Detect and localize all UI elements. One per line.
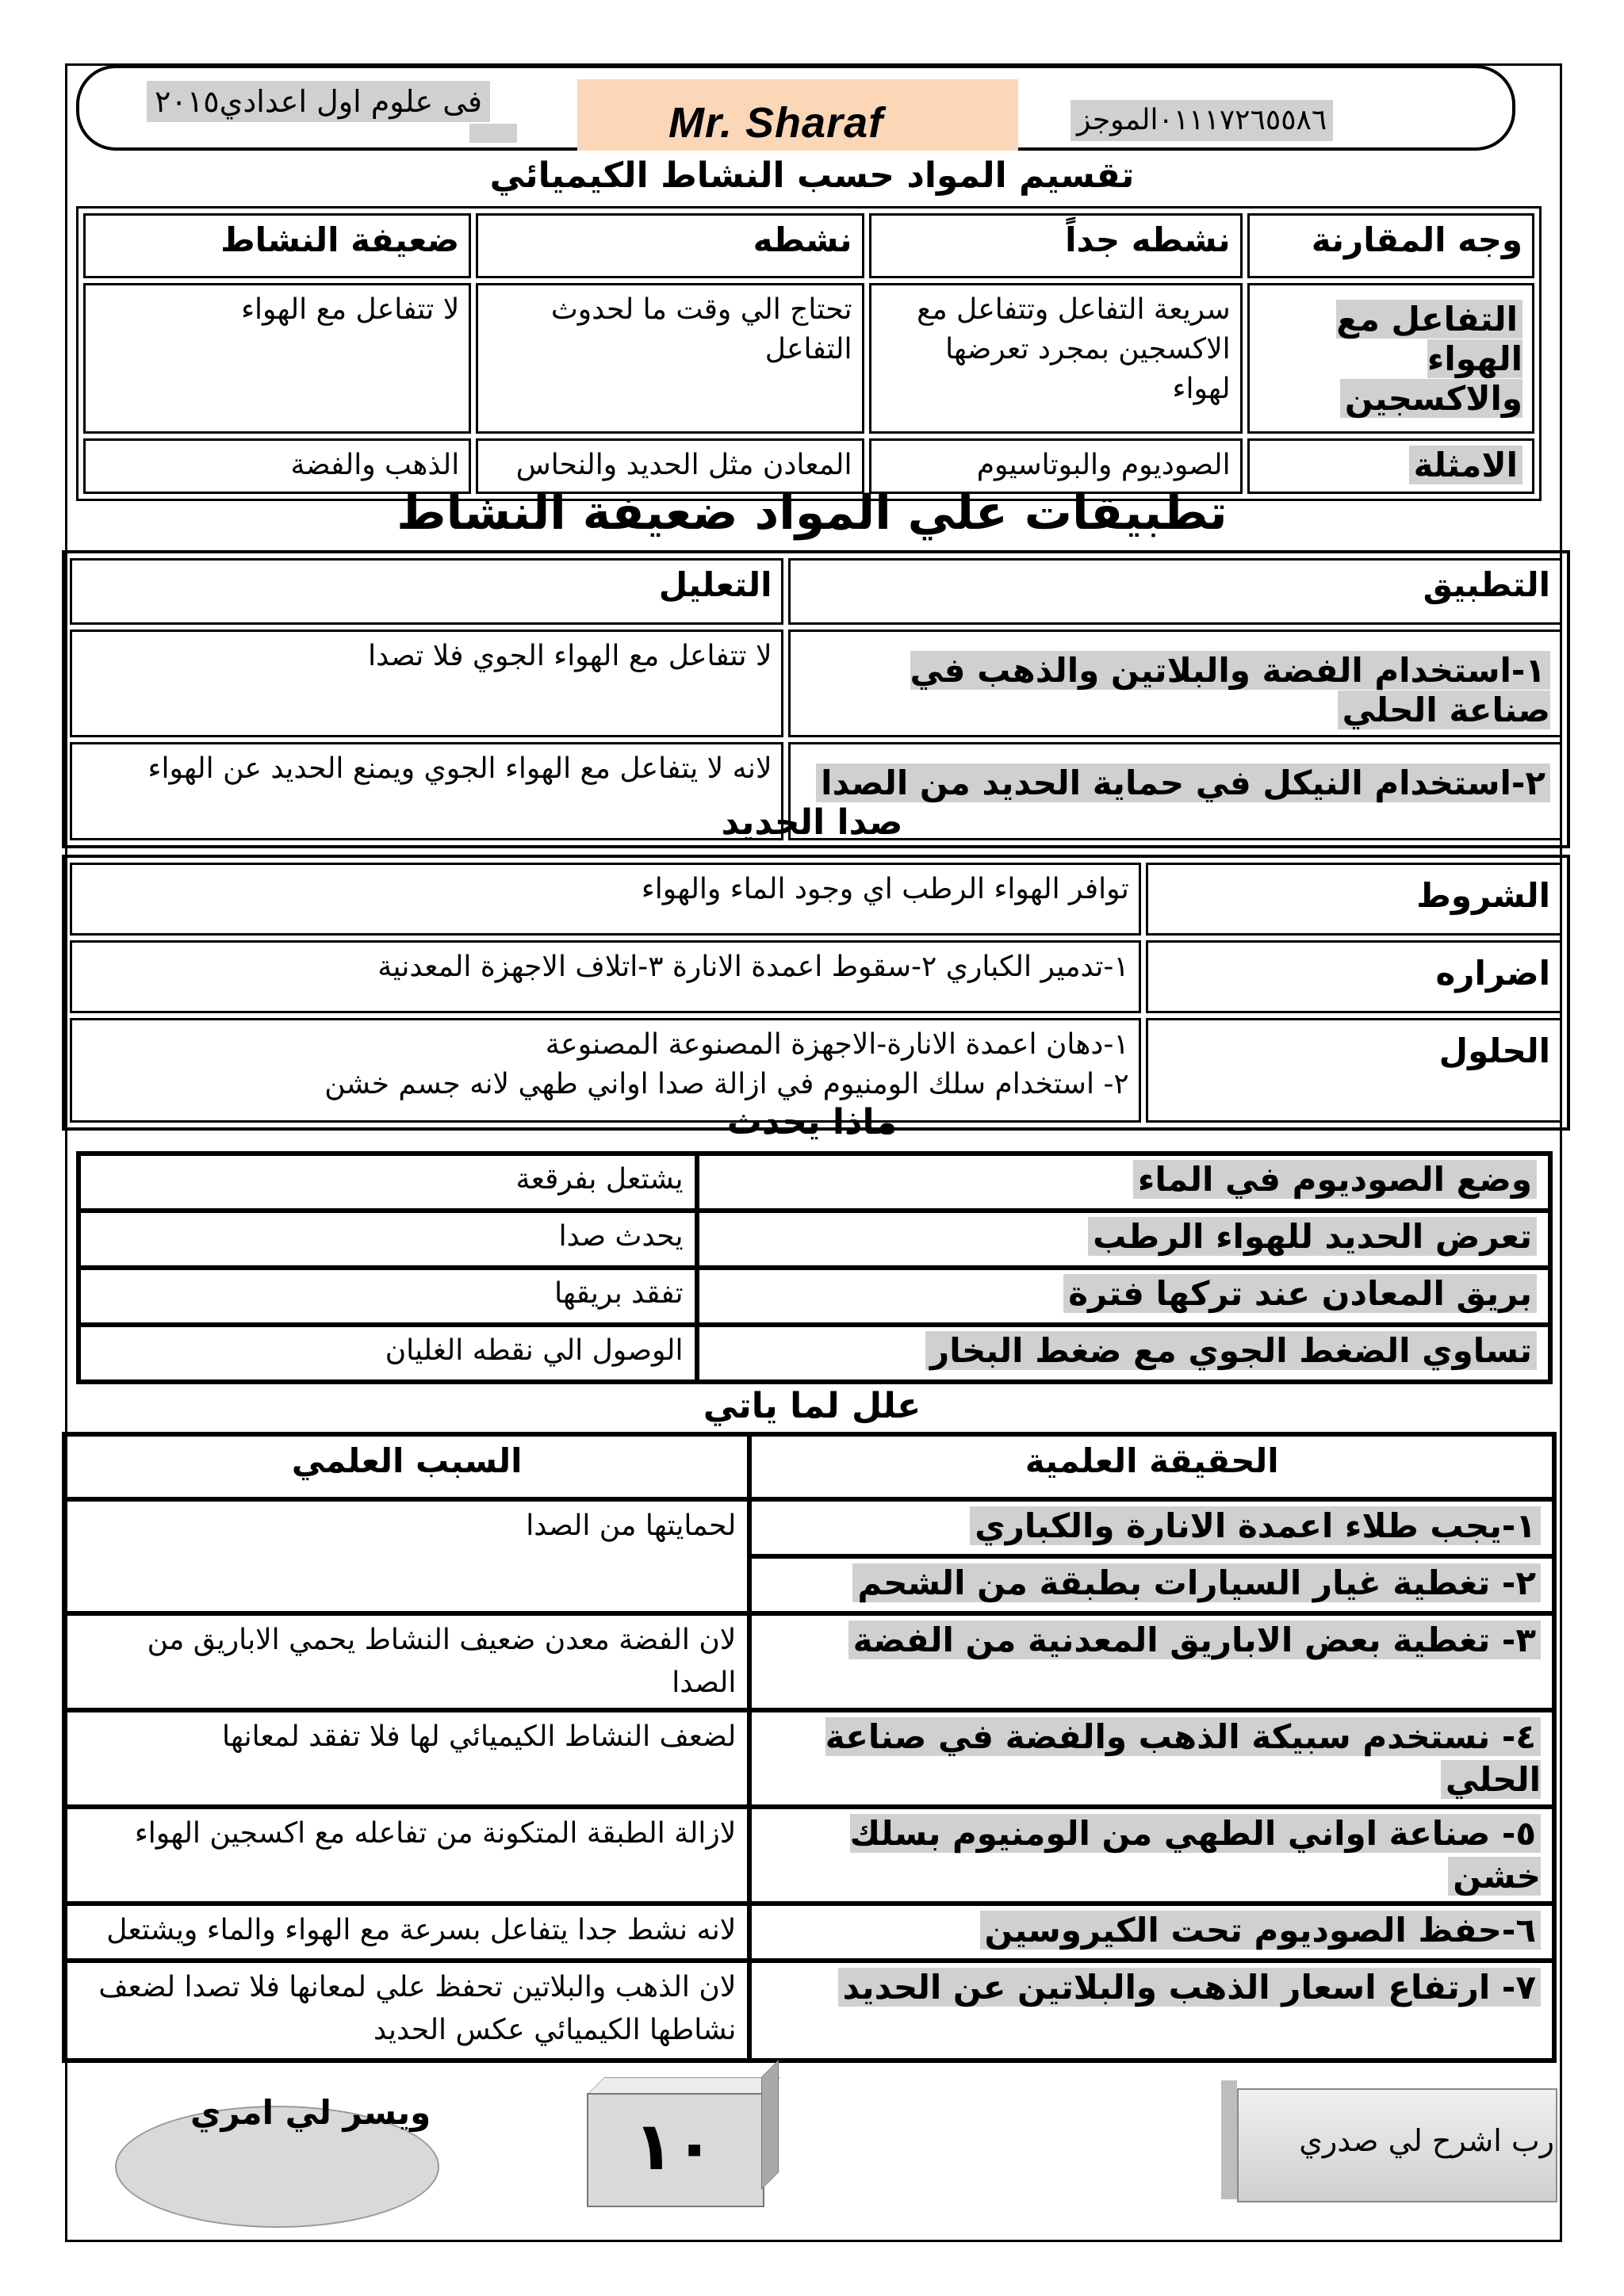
table-row <box>64 1904 1554 1961</box>
table-cell: ٢- تغطية غيار السيارات بطبقة من الشحم <box>749 1556 1554 1613</box>
section3-title: صدا الحديد <box>721 802 903 843</box>
table-cell: ٢-استخدام النيكل في حماية الحديد من الصدا <box>788 742 1562 840</box>
section2-title: تطبيقات علي المواد ضعيفة النشاط <box>396 485 1228 541</box>
table-cell: ٥- صناعة اواني الطهي من الومنيوم بسلك خشن <box>749 1807 1554 1904</box>
table-cell: لحمايتها من الصدا <box>64 1499 749 1613</box>
header-cell: التعليل <box>70 558 783 625</box>
table-cell: تعرض الحديد للهواء الرطب <box>697 1211 1550 1268</box>
solution-line: ١-دهان اعمدة الانارة-الاجهزة المصنوعة المصنوعة <box>545 1028 1129 1061</box>
table-cell: يحدث صدا <box>79 1211 697 1268</box>
section5-title: علل لما ياتي <box>703 1386 921 1426</box>
page-number-cube <box>587 2077 777 2204</box>
header-subject-highlight <box>469 124 517 143</box>
header-subject: فى علوم اول اعدادي٢٠١٥ <box>147 81 490 122</box>
table-header-row <box>83 213 1534 278</box>
author-name: Mr. Sharaf <box>668 99 884 147</box>
table-cell: الوصول الي نقطه الغليان <box>79 1325 697 1382</box>
table-cell: سريعة التفاعل وتتفاعل مع الاكسجين بمجرد تعرضها لهواء <box>869 283 1243 434</box>
table-row <box>64 1807 1554 1904</box>
table-cell: ٦-حفظ الصوديوم تحت الكيروسين <box>749 1904 1554 1961</box>
header-phone: ٠١١١٧٢٦٥٥٨٦الموجز <box>1071 100 1333 141</box>
what-happens-table <box>76 1151 1553 1384</box>
table-cell: لانه لا يتفاعل مع الهواء الجوي ويمنع الحديد عن الهواء <box>70 742 783 840</box>
table-cell: المعادن مثل الحديد والنحاس <box>476 438 864 494</box>
footer-prayer-text: رب اشرح لي صدري <box>1299 2123 1554 2158</box>
table-row <box>64 1710 1554 1807</box>
table-row <box>79 1325 1550 1382</box>
header-cell: وجه المقارنة <box>1247 213 1534 278</box>
row-label: التفاعل مع الهواء والاكسجين <box>1247 283 1534 434</box>
table-header-row <box>64 1434 1554 1499</box>
footer-prayer-box <box>1221 2080 1554 2199</box>
table-cell: ٣- تغطية بعض الاباريق المعدنية من الفضة <box>749 1613 1554 1710</box>
section1-title: تقسيم المواد حسب النشاط الكيميائي <box>489 155 1135 196</box>
table-cell: يشتعل بفرقعة <box>79 1154 697 1211</box>
header-cell: السبب العلمي <box>64 1434 749 1499</box>
table-row <box>64 1961 1554 2061</box>
table-cell: تفقد بريقها <box>79 1268 697 1325</box>
table-cell: ٤- نستخدم سبيكة الذهب والفضة في صناعة الحلي <box>749 1710 1554 1807</box>
table-cell: ١-تدمير الكباري ٢-سقوط اعمدة الانارة ٣-اتلاف الاجهزة المعدنية <box>70 940 1141 1013</box>
table-cell: الصوديوم والبوتاسيوم <box>869 438 1243 494</box>
table-row <box>79 1211 1550 1268</box>
table-row <box>64 1499 1554 1556</box>
table-cell: لا تتفاعل مع الهواء <box>83 283 471 434</box>
table-cell: توافر الهواء الرطب اي وجود الماء والهواء <box>70 863 1141 936</box>
table-cell: لان الفضة معدن ضعيف النشاط يحمي الاباريق من الصدا <box>64 1613 749 1710</box>
table-cell: بريق المعادن عند تركها فترة <box>697 1268 1550 1325</box>
table-row <box>70 940 1562 1013</box>
row-label: الحلول <box>1146 1018 1562 1123</box>
row-label: الامثلة <box>1247 438 1534 494</box>
row-label: اضراره <box>1146 940 1562 1013</box>
iron-rust-table <box>62 855 1570 1131</box>
table-row <box>79 1154 1550 1211</box>
table-cell: ١-استخدام الفضة والبلاتين والذهب في صناعة الحلي <box>788 629 1562 737</box>
page-number: ١٠ <box>633 2107 715 2185</box>
table-cell: تحتاج الي وقت ما لحدوث التفاعل <box>476 283 864 434</box>
table-cell: ١-يجب طلاء اعمدة الانارة والكباري <box>749 1499 1554 1556</box>
table-cell: ٧- ارتفاع اسعار الذهب والبلاتين عن الحديد <box>749 1961 1554 2061</box>
table-cell: تساوي الضغط الجوي مع ضغط البخار <box>697 1325 1550 1382</box>
table-row <box>79 1268 1550 1325</box>
solution-line: ٢- استخدام سلك الومنيوم في ازالة صدا اواني طهي لانه جسم خشن <box>324 1068 1129 1100</box>
activity-comparison-table <box>76 206 1542 501</box>
table-row <box>64 1613 1554 1710</box>
header-cell: الحقيقة العلمية <box>749 1434 1554 1499</box>
table-cell: لضعف النشاط الكيميائي لها فلا تفقد لمعانها <box>64 1710 749 1807</box>
row-label: الشروط <box>1146 863 1562 936</box>
table-cell: لا تتفاعل مع الهواء الجوي فلا تصدا <box>70 629 783 737</box>
header-cell: نشطه <box>476 213 864 278</box>
header-author-box <box>577 79 1018 151</box>
table-header-row <box>70 558 1562 625</box>
explain-table <box>62 1432 1557 2063</box>
table-cell: لان الذهب والبلاتين تحفظ علي لمعانها فلا تصدا لضعف نشاطها الكيميائي عكس الحديد <box>64 1961 749 2061</box>
footer-ellipse-text: ويسر لي امري <box>190 2093 431 2132</box>
table-cell: وضع الصوديوم في الماء <box>697 1154 1550 1211</box>
table-row <box>70 629 1562 737</box>
table-cell: لازالة الطبقة المتكونة من تفاعله مع اكسجين الهواء <box>64 1807 749 1904</box>
header-cell: التطبيق <box>788 558 1562 625</box>
table-cell: لانه نشط جدا يتفاعل بسرعة مع الهواء والماء ويشتعل <box>64 1904 749 1961</box>
table-cell: الذهب والفضة <box>83 438 471 494</box>
header-cell: نشطه جداً <box>869 213 1243 278</box>
section4-title: ماذا يحدث <box>726 1102 898 1142</box>
table-row <box>83 283 1534 434</box>
table-row <box>70 863 1562 936</box>
header-cell: ضعيفة النشاط <box>83 213 471 278</box>
